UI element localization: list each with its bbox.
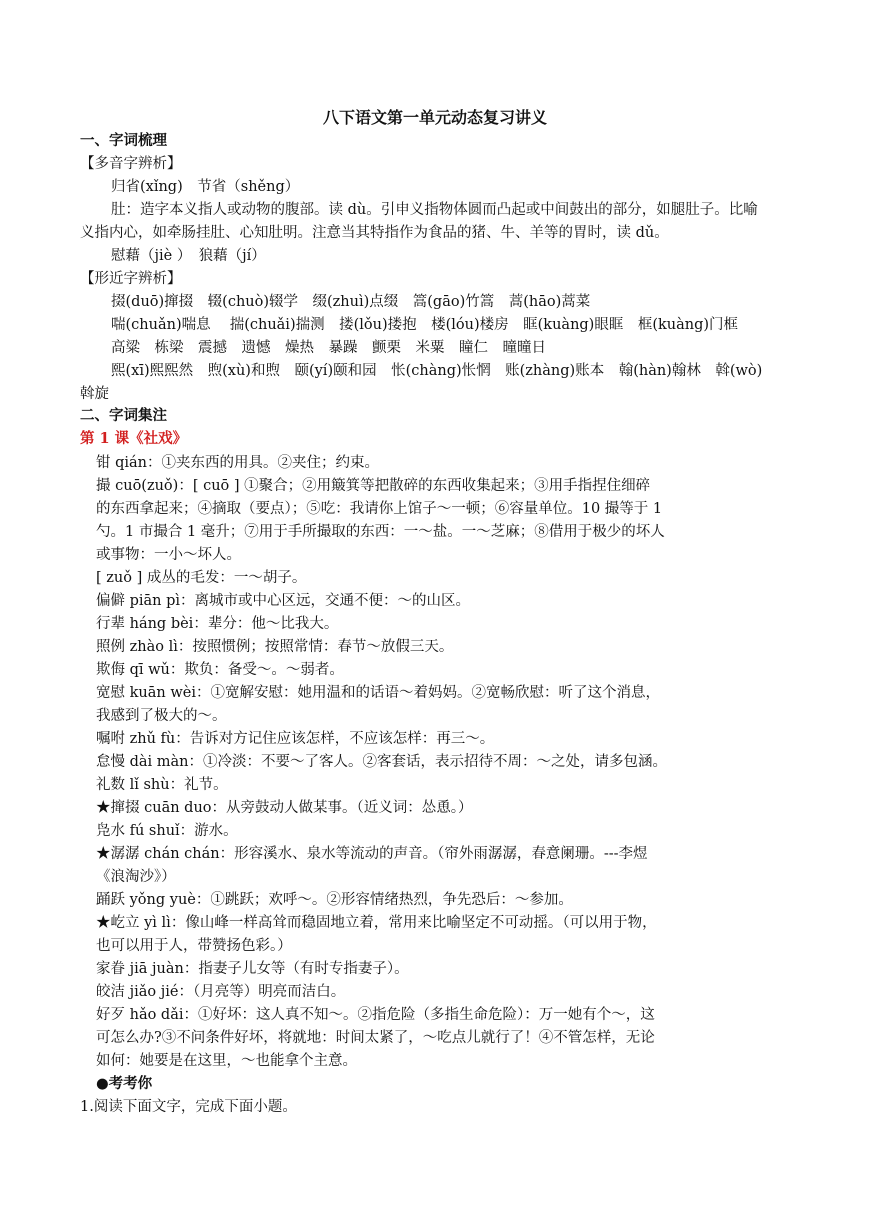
vocab-entry: 宽慰 kuān wèi：①宽解安慰：她用温和的话语～着妈妈。②宽畅欣慰：听了这个消息，: [96, 685, 660, 701]
vocab-entry: 家眷 jiā juàn：指妻子儿女等（有时专指妻子）。: [96, 961, 409, 977]
vocab-entry: 钳 qián：①夹东西的用具。②夹住；约束。: [96, 455, 380, 471]
vocab-entry: 行辈 háng bèi：辈分：他～比我大。: [96, 616, 339, 632]
text-line: 归省(xǐng) 节省（shěng）: [111, 179, 300, 195]
vocab-entry: ★屹立 yì lì：像山峰一样高耸而稳固地立着，常用来比喻坚定不可动摇。（可以用于物，: [96, 915, 657, 931]
vocab-entry: 可怎么办?③不问条件好坏，将就地：时间太紧了，～吃点儿就行了！④不管怎样，无论: [96, 1030, 655, 1046]
vocab-entry: 照例 zhào lì：按照惯例；按照常情：春节～放假三天。: [96, 639, 454, 655]
question-1: 1.阅读下面文字，完成下面小题。: [80, 1099, 297, 1115]
vocab-entry: 嘱咐 zhǔ fù：告诉对方记住应该怎样，不应该怎样：再三～。: [96, 731, 495, 747]
text-line: 义指内心，如牵肠挂肚、心知肚明。注意当其特指作为食品的猪、牛、羊等的胃时，读 dǔ。: [80, 225, 669, 241]
section-heading-1: 一、字词梳理: [80, 132, 167, 149]
vocab-entry: ★撺掇 cuān duo：从旁鼓动人做某事。（近义词：怂恿。）: [96, 800, 473, 816]
vocab-entry: 勺。1 市撮合 1 毫升；⑦用于手所撮取的东西：一～盐。一～芝麻；⑧借用于极少的坏人: [96, 524, 665, 540]
text-line: 高粱 栋梁 震撼 遗憾 燥热 暴躁 颤栗 米粟 瞳仁 曈曈日: [111, 340, 546, 356]
vocab-entry: 我感到了极大的～。: [96, 708, 227, 724]
vocab-entry: 礼数 lǐ shù：礼节。: [96, 777, 228, 793]
text-line: 掇(duō)撺掇 辍(chuò)辍学 缀(zhuì)点缀 篙(gāo)竹篙 蒿(hāo)蒿菜: [111, 294, 591, 310]
vocab-entry: 如何：她要是在这里，～也能拿个主意。: [96, 1053, 357, 1069]
vocab-entry: 的东西拿起来；④摘取（要点）；⑤吃：我请你上馆子～一顿；⑥容量单位。10 撮等于 1: [96, 501, 663, 517]
vocab-entry: 好歹 hǎo dǎi：①好坏：这人真不知～。②指危险（多指生命危险）：万一她有个～，这: [96, 1007, 655, 1023]
vocab-entry: 偏僻 piān pì：离城市或中心区远，交通不便：～的山区。: [96, 593, 471, 609]
lesson-heading: 第 1 课《社戏》: [80, 430, 188, 447]
vocab-entry: 也可以用于人，带赞扬色彩。）: [96, 938, 292, 954]
section-heading-2: 二、字词集注: [80, 407, 167, 424]
text-line: 熙(xī)熙熙然 煦(xù)和煦 颐(yí)颐和园 怅(chàng)怅惘 账(zhàng)账本 翰(hàn)翰林 斡(wò): [111, 363, 763, 379]
vocab-entry: 凫水 fú shuǐ：游水。: [96, 823, 238, 839]
vocab-entry: 踊跃 yǒng yuè：①跳跃；欢呼～。②形容情绪热烈，争先恐后：～参加。: [96, 892, 573, 908]
vocab-entry: 怠慢 dài màn：①冷淡：不要～了客人。②客套话，表示招待不周：～之处，请多包涵。: [96, 754, 668, 770]
vocab-entry: 欺侮 qī wǔ：欺负：备受～。～弱者。: [96, 662, 344, 678]
vocab-entry: ★潺潺 chán chán：形容溪水、泉水等流动的声音。（帘外雨潺潺，春意阑珊。---李煜: [96, 846, 648, 862]
vocab-entry: 或事物：一小～坏人。: [96, 547, 241, 563]
vocab-entry: 皎洁 jiǎo jié：（月亮等）明亮而洁白。: [96, 984, 346, 1000]
subheading-similar-chars: 【形近字辨析】: [80, 271, 182, 287]
page-title: 八下语文第一单元动态复习讲义: [322, 108, 547, 127]
text-line: 喘(chuǎn)喘息 揣(chuǎi)揣测 搂(lǒu)搂抱 楼(lóu)楼房 眶(kuàng)眼眶 框(kuàng)门框: [111, 317, 739, 333]
text-line: 斡旋: [80, 386, 109, 402]
subheading-polyphonic: 【多音字辨析】: [80, 156, 182, 172]
vocab-entry: [ zuǒ ] 成丛的毛发：一～胡子。: [96, 570, 307, 586]
vocab-entry: 撮 cuō(zuǒ)：[ cuō ] ①聚合；②用簸箕等把散碎的东西收集起来；③用手指捏住细碎: [96, 478, 651, 494]
text-line: 肚：造字本义指人或动物的腹部。读 dù。引申义指物体圆而凸起或中间鼓出的部分，如腿肚子。比喻: [111, 202, 758, 218]
text-line: 慰藉（jiè ） 狼藉（jí）: [111, 248, 266, 264]
vocab-entry: 《浪淘沙》）: [96, 869, 176, 885]
quiz-heading: ●考考你: [96, 1075, 153, 1092]
